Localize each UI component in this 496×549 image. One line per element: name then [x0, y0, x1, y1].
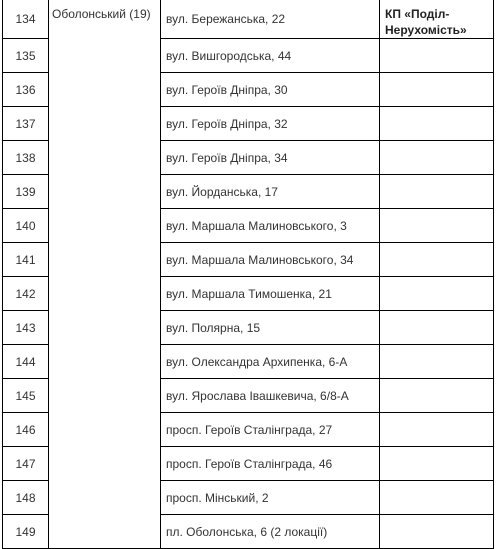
address-cell: вул. Йорданська, 17 — [161, 175, 380, 209]
empty-cell — [380, 515, 494, 549]
row-number: 145 — [3, 379, 49, 413]
address-cell: просп. Героїв Сталінграда, 46 — [161, 447, 380, 481]
row-number: 135 — [3, 39, 49, 73]
row-number: 140 — [3, 209, 49, 243]
empty-cell — [380, 243, 494, 277]
empty-cell — [380, 209, 494, 243]
empty-cell — [380, 175, 494, 209]
address-cell: вул. Ярослава Івашкевича, 6/8-А — [161, 379, 380, 413]
row-number: 136 — [3, 73, 49, 107]
address-cell: вул. Маршала Малиновського, 34 — [161, 243, 380, 277]
empty-cell — [380, 39, 494, 73]
address-cell: вул. Маршала Тимошенка, 21 — [161, 277, 380, 311]
address-cell: вул. Героїв Дніпра, 30 — [161, 73, 380, 107]
row-number: 143 — [3, 311, 49, 345]
address-cell: вул. Маршала Малиновського, 3 — [161, 209, 380, 243]
address-cell: вул. Героїв Дніпра, 32 — [161, 107, 380, 141]
row-number: 137 — [3, 107, 49, 141]
table-row — [3, 0, 494, 39]
address-cell: просп. Героїв Сталінграда, 27 — [161, 413, 380, 447]
row-number: 149 — [3, 515, 49, 549]
district-cell: Оболонський (19) — [49, 0, 161, 549]
empty-cell — [380, 447, 494, 481]
row-number: 148 — [3, 481, 49, 515]
empty-cell — [380, 413, 494, 447]
row-number: 138 — [3, 141, 49, 175]
empty-cell — [380, 107, 494, 141]
empty-cell — [380, 345, 494, 379]
empty-cell — [380, 141, 494, 175]
address-table-body — [3, 0, 494, 549]
empty-cell — [380, 277, 494, 311]
row-number: 142 — [3, 277, 49, 311]
row-number: 146 — [3, 413, 49, 447]
address-cell: просп. Мінський, 2 — [161, 481, 380, 515]
row-number: 134 — [3, 0, 49, 39]
empty-cell — [380, 379, 494, 413]
address-cell: вул. Полярна, 15 — [161, 311, 380, 345]
organization-cell: КП «Поділ-Нерухомість» — [380, 0, 494, 39]
empty-cell — [380, 73, 494, 107]
row-number: 141 — [3, 243, 49, 277]
empty-cell — [380, 481, 494, 515]
address-cell: пл. Оболонська, 6 (2 локації) — [161, 515, 380, 549]
empty-cell — [380, 311, 494, 345]
address-cell: вул. Вишгородська, 44 — [161, 39, 380, 73]
row-number: 139 — [3, 175, 49, 209]
address-cell: вул. Олександра Архипенка, 6-А — [161, 345, 380, 379]
row-number: 144 — [3, 345, 49, 379]
address-cell: вул. Бережанська, 22 — [161, 0, 380, 39]
row-number: 147 — [3, 447, 49, 481]
address-table — [2, 0, 494, 549]
address-cell: вул. Героїв Дніпра, 34 — [161, 141, 380, 175]
